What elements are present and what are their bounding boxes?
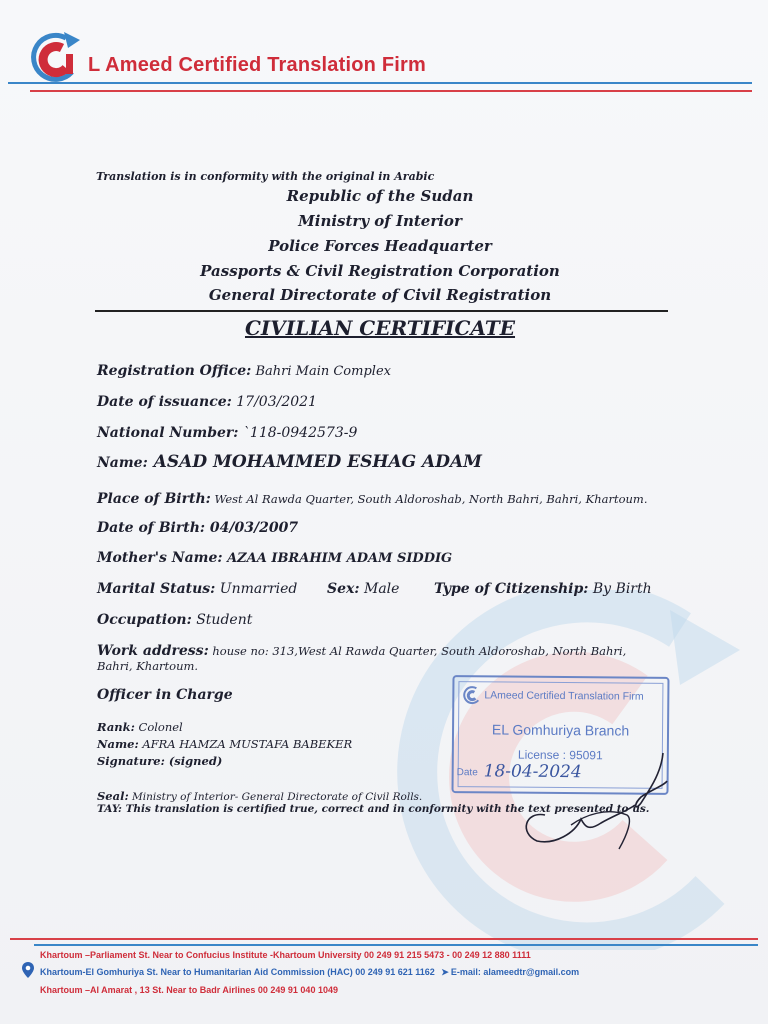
field-value: Colonel [134,720,183,734]
field-place-of-birth [97,488,647,507]
field-value: AFRA HAMZA MUSTAFA BABEKER [138,737,353,751]
stamp-firm-name: LAmeed Certified Translation Firm [484,689,644,703]
field-label: Place of Birth: [97,491,211,507]
field-work-address-cont: Bahri, Khartoum. [97,659,199,673]
firm-logo-icon [26,28,86,88]
field-value: AZAA IBRAHIM ADAM SIDDIG [222,551,453,566]
issuer-line-republic: Republic of the Sudan [286,187,474,205]
field-value: Unmarried [215,581,298,597]
send-icon: ➤ [441,967,449,977]
field-value: 17/03/2021 [231,394,317,410]
field-value: Student [191,612,253,628]
field-date-of-birth [97,517,298,536]
field-citizenship [434,578,652,597]
field-label: Occupation: [97,612,192,628]
certificate-title: CIVILIAN CERTIFICATE [244,316,516,340]
officer-heading: Officer in Charge [97,687,233,703]
field-label: Rank: [97,720,135,734]
footer-address-parliament: Khartoum –Parliament St. Near to Confucius Institute -Khartoum University 00 249 91 215 5473 - 00 249 12 880 1111 [40,950,531,960]
field-value: 04/03/2007 [205,520,299,536]
field-name [97,452,482,472]
stamp-license: License : 95091 [517,747,603,763]
field-value: house no: 313,West Al Rawda Quarter, South Aldoroshab, North Bahri, [208,644,627,658]
field-label: Registration Office: [97,363,252,379]
field-marital-status [97,578,297,597]
field-registration-office [97,360,391,379]
field-label: Marital Status: [97,581,216,597]
firm-name: L Ameed Certified Translation Firm [88,54,426,76]
title-rule [95,310,668,312]
field-value: Bahri Main Complex [251,364,391,379]
field-label: Date of issuance: [97,394,232,410]
field-label: Name: [97,737,139,751]
field-value: ASAD MOHAMMED ESHAG ADAM [147,452,482,472]
officer-signature [97,750,222,769]
field-label: Date of Birth: [97,520,206,536]
field-value: Ministry of Interior- General Directorate of Civil Rolls. [128,791,423,803]
field-label: Mother's Name: [97,550,223,566]
field-label: National Number: [97,425,239,441]
footer-divider-blue [34,944,758,946]
field-value: (signed) [164,754,223,768]
issuer-line-directorate: General Directorate of Civil Registration [208,286,552,304]
issuer-line-police: Police Forces Headquarter [268,237,492,255]
field-mothers-name [97,547,452,566]
field-value: Male [359,581,400,597]
field-national-number [97,422,357,441]
footer-address-gomhuriya [40,967,579,978]
field-label: Name: [97,455,148,471]
field-label: Seal: [97,789,129,803]
stamp-date-label: Date [456,767,478,779]
field-label: Sex: [327,581,360,597]
header-divider-red [30,90,752,92]
field-value: `118-0942573-9 [238,425,358,441]
issuer-line-ministry: Ministry of Interior [298,212,462,230]
handwritten-signature [515,745,685,855]
footer-divider-red [10,938,758,940]
field-value: By Birth [588,581,652,597]
stamp-logo-icon [462,685,482,705]
field-occupation [97,609,252,628]
stamp-date-value: 18-04-2024 [483,761,582,783]
stamp-branch: EL Gomhuriya Branch [491,721,630,739]
location-pin-icon [22,962,34,978]
field-date-issuance [97,391,317,410]
field-sex [327,578,399,597]
field-work-address [97,640,626,659]
field-label: Type of Citizenship: [434,581,589,597]
footer-address-amarat: Khartoum –Al Amarat , 13 St. Near to Badr Airlines 00 249 91 040 1049 [40,985,338,995]
conformity-note: Translation is in conformity with the original in Arabic [96,170,435,183]
issuer-line-passports: Passports & Civil Registration Corporation [200,262,560,280]
header-divider-blue [8,82,752,84]
field-label: Signature: [97,754,165,768]
field-value: West Al Rawda Quarter, South Aldoroshab, North Bahri, Bahri, Khartoum. [210,492,648,506]
seal-line [97,785,422,804]
field-label: Work address: [97,643,209,659]
footer-email: E-mail: alameedtr@gmail.com [450,967,580,977]
footer-address-text: Khartoum-El Gomhuriya St. Near to Humanitarian Aid Commission (HAC) 00 249 91 621 1162 [40,967,435,977]
certification-statement: TAY: This translation is certified true, correct and in conformity with the text presented to us. [97,803,650,815]
